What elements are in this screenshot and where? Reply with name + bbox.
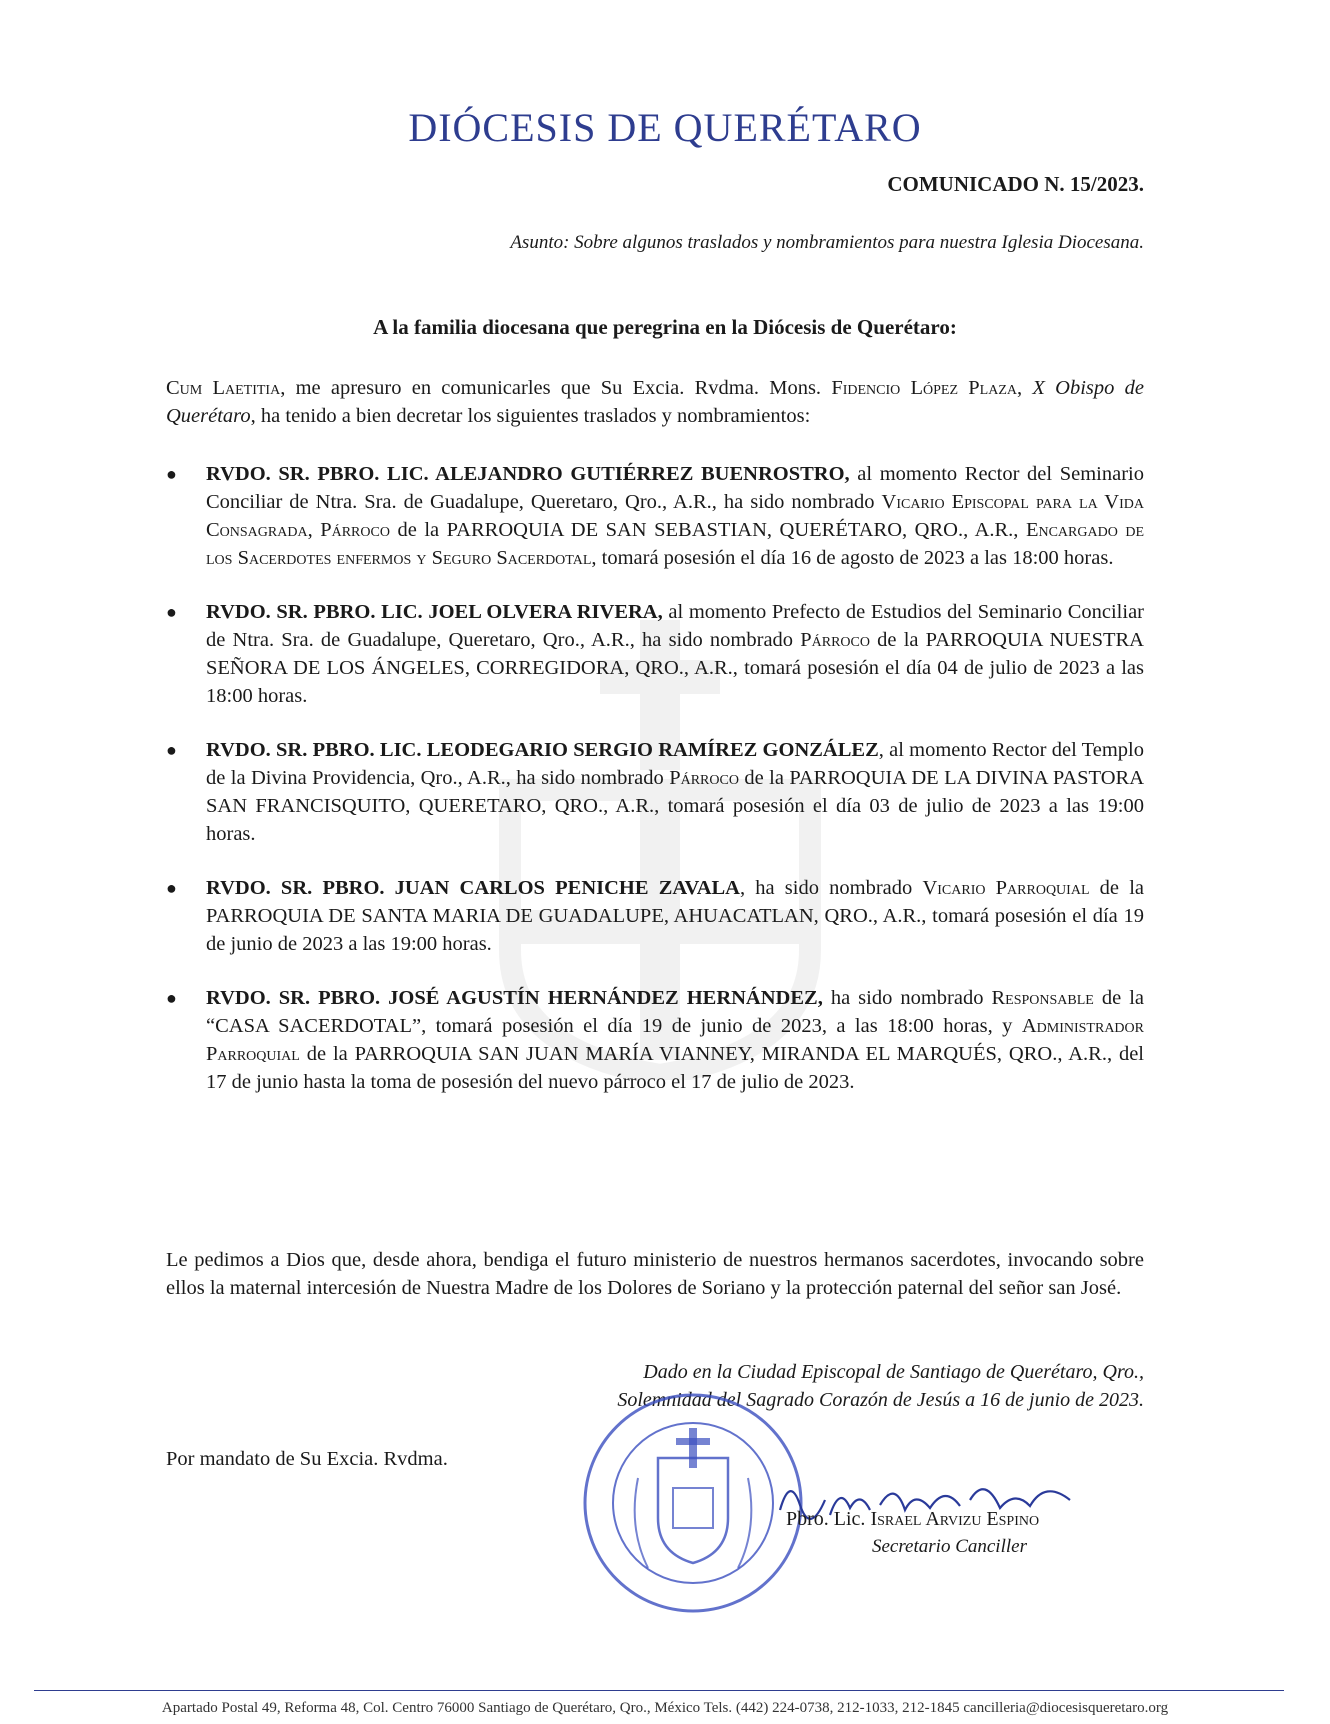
bullet-icon: ● — [166, 464, 177, 484]
appointment-text: de la PARROQUIA DE SAN SEBASTIAN, QUERÉTARO, QRO., A.R., — [389, 519, 1026, 541]
footer-divider — [34, 1690, 1284, 1691]
appointment-role: Encargado de los Sacerdotes enfermos y Seguro Sacerdotal — [206, 519, 1144, 569]
list-item — [166, 460, 1144, 572]
list-item — [166, 736, 1144, 848]
bullet-icon: ● — [166, 602, 177, 622]
appointee-name: RVDO. SR. PBRO. LIC. LEODEGARIO SERGIO RAMÍREZ GONZÁLEZ — [206, 739, 879, 761]
bullet-icon: ● — [166, 878, 177, 898]
appointments-list — [166, 460, 1144, 1122]
list-item — [166, 874, 1144, 958]
salutation: A la familia diocesana que peregrina en la Diócesis de Querétaro: — [373, 315, 957, 339]
intro-bishop-title: X Obispo de Querétaro — [166, 377, 1144, 427]
intro-bishop-name: Fidencio López Plaza — [831, 377, 1018, 399]
appointment-text: de la PARROQUIA DE SANTA MARIA DE GUADALUPE, AHUACATLAN, QRO., A.R., tomará posesión el día 19 de junio de 2023 a las 19:00 horas. — [206, 877, 1144, 955]
closing-paragraph: Le pedimos a Dios que, desde ahora, bendiga el futuro ministerio de nuestros hermanos sacerdotes, invocando sobre ellos la maternal intercesión de Nuestra Madre de los Dolores de Soriano y la protección paternal del señor san José. — [166, 1249, 1144, 1299]
appointee-name: RVDO. SR. PBRO. JOSÉ AGUSTÍN HERNÁNDEZ HERNÁNDEZ, — [206, 987, 823, 1009]
intro-text-2: , ha tenido a bien decretar los siguientes traslados y nombramientos: — [250, 405, 811, 427]
appointment-text: , tomará posesión el día 16 de agosto de 2023 a las 18:00 horas. — [591, 547, 1114, 569]
list-item — [166, 984, 1144, 1096]
appointment-role: Vicario Parroquial — [922, 877, 1090, 899]
appointee-name: RVDO. SR. PBRO. LIC. JOEL OLVERA RIVERA, — [206, 601, 663, 623]
subject-line: Asunto: Sobre algunos traslados y nombramientos para nuestra Iglesia Diocesana. — [510, 232, 1144, 253]
appointment-role: Administrador Parroquial — [206, 1015, 1144, 1065]
appointment-text: de la PARROQUIA DE LA DIVINA PASTORA SAN FRANCISQUITO, QUERETARO, QRO., A.R., tomará posesión el día 03 de julio de 2023 a las 19:00 horas. — [206, 767, 1144, 845]
bullet-icon: ● — [166, 988, 177, 1008]
intro-cum-laetitia: Cum Laetitia — [166, 377, 281, 399]
appointment-text: al momento Rector del Seminario Conciliar de Ntra. Sra. de Guadalupe, Queretaro, Qro., A.R., ha sido nombrado — [206, 463, 1144, 513]
list-item — [166, 598, 1144, 710]
signer-full-name: Israel Arvizu Espino — [870, 1508, 1040, 1530]
date-place-line-2: Solemnidad del Sagrado Corazón de Jesús a 16 de junio de 2023. — [617, 1389, 1144, 1411]
signer-prefix: Pbro. Lic. — [786, 1508, 871, 1530]
date-place-line-1: Dado en la Ciudad Episcopal de Santiago de Querétaro, Qro., — [643, 1361, 1144, 1383]
appointee-name: RVDO. SR. PBRO. LIC. ALEJANDRO GUTIÉRREZ BUENROSTRO, — [206, 463, 850, 485]
appointment-text: , ha sido nombrado — [739, 877, 923, 899]
intro-paragraph — [166, 374, 1144, 430]
appointment-text: de la PARROQUIA NUESTRA SEÑORA DE LOS ÁNGELES, CORREGIDORA, QRO., A.R., tomará posesión el día 04 de julio de 2023 a las 18:00 horas. — [206, 629, 1144, 707]
footer-contact: Apartado Postal 49, Reforma 48, Col. Centro 76000 Santiago de Querétaro, Qro., México Tels. (442) 224-0738, 212-1033, 212-1845 cancilleria@diocesisqueretaro.org — [161, 1700, 1169, 1716]
appointment-role: Párroco — [669, 767, 739, 789]
appointment-role: Responsable — [991, 987, 1094, 1009]
mandate-line: Por mandato de Su Excia. Rvdma. — [166, 1448, 448, 1470]
appointee-name: RVDO. SR. PBRO. JUAN CARLOS PENICHE ZAVALA — [206, 877, 740, 899]
communique-number: COMUNICADO N. 15/2023. — [887, 172, 1144, 196]
document-title: DIÓCESIS DE QUERÉTARO — [408, 105, 922, 150]
bullet-icon: ● — [166, 740, 177, 760]
appointment-text: ha sido nombrado — [822, 987, 992, 1009]
appointment-text: al momento Prefecto de Estudios del Seminario Conciliar de Ntra. Sra. de Guadalupe, Queretaro, Qro., A.R., ha sido nombrado — [206, 601, 1144, 651]
appointment-text: de la PARROQUIA SAN JUAN MARÍA VIANNEY, MIRANDA EL MARQUÉS, QRO., A.R., del 17 de junio hasta la toma de posesión del nuevo párroco el 17 de julio de 2023. — [206, 1043, 1144, 1093]
appointment-text: , al momento Rector del Templo de la Divina Providencia, Qro., A.R., ha sido nombrado — [206, 739, 1144, 789]
signer-name — [786, 1508, 1039, 1531]
signer-title: Secretario Canciller — [872, 1536, 1027, 1557]
appointment-text: de la “CASA SACERDOTAL”, tomará posesión el día 19 de junio de 2023, a las 18:00 horas, y — [206, 987, 1144, 1037]
intro-comma: , — [1017, 377, 1033, 399]
intro-text-1: , me apresuro en comunicarles que Su Excia. Rvdma. Mons. — [280, 377, 832, 399]
appointment-role: Vicario Episcopal para la Vida Consagrada, Párroco — [206, 491, 1144, 541]
appointment-role: Párroco — [800, 629, 870, 651]
